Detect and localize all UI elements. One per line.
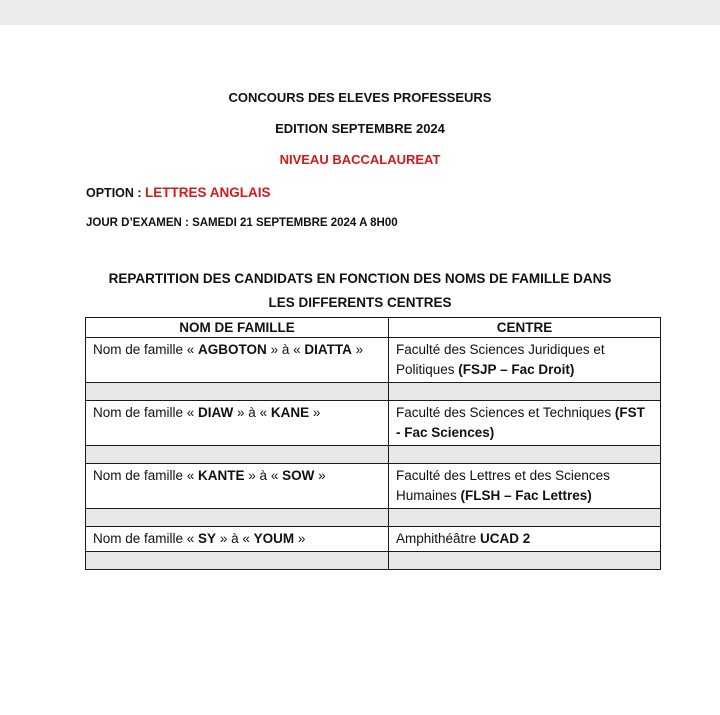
centres-table — [85, 317, 661, 570]
repartition-heading-line1: REPARTITION DES CANDIDATS EN FONCTION DES NOMS DE FAMILLE DANS — [108, 271, 612, 286]
table-row — [86, 527, 661, 552]
option-line — [86, 185, 271, 200]
header-nom: NOM DE FAMILLE — [86, 318, 389, 338]
table-row — [86, 338, 661, 383]
name-range-cell: Nom de famille « SY » à « YOUM » — [86, 527, 389, 552]
title-concours: CONCOURS DES ELEVES PROFESSEURS — [228, 90, 492, 105]
centre-cell: Faculté des Sciences et Techniques (FST - Fac Sciences) — [389, 401, 661, 446]
centre-cell: Faculté des Lettres et des Sciences Humaines (FLSH – Fac Lettres) — [389, 464, 661, 509]
spacer-row — [86, 383, 661, 401]
centre-cell: Amphithéâtre UCAD 2 — [389, 527, 661, 552]
centre-cell: Faculté des Sciences Juridiques et Politiques (FSJP – Fac Droit) — [389, 338, 661, 383]
table-row — [86, 464, 661, 509]
top-bar — [0, 0, 720, 25]
name-range-cell: Nom de famille « KANTE » à « SOW » — [86, 464, 389, 509]
spacer-row — [86, 552, 661, 570]
name-range-cell: Nom de famille « DIAW » à « KANE » — [86, 401, 389, 446]
spacer-row — [86, 509, 661, 527]
table-row — [86, 401, 661, 446]
name-range-cell: Nom de famille « AGBOTON » à « DIATTA » — [86, 338, 389, 383]
option-value: LETTRES ANGLAIS — [145, 185, 271, 200]
header-centre: CENTRE — [389, 318, 661, 338]
title-niveau: NIVEAU BACCALAUREAT — [279, 152, 441, 167]
table-header-row — [86, 318, 661, 338]
title-edition: EDITION SEPTEMBRE 2024 — [275, 121, 445, 136]
repartition-heading-line2: LES DIFFERENTS CENTRES — [268, 295, 452, 310]
option-label: OPTION : — [86, 186, 146, 200]
exam-day: JOUR D’EXAMEN : SAMEDI 21 SEPTEMBRE 2024 A 8H00 — [86, 217, 398, 229]
spacer-row — [86, 446, 661, 464]
